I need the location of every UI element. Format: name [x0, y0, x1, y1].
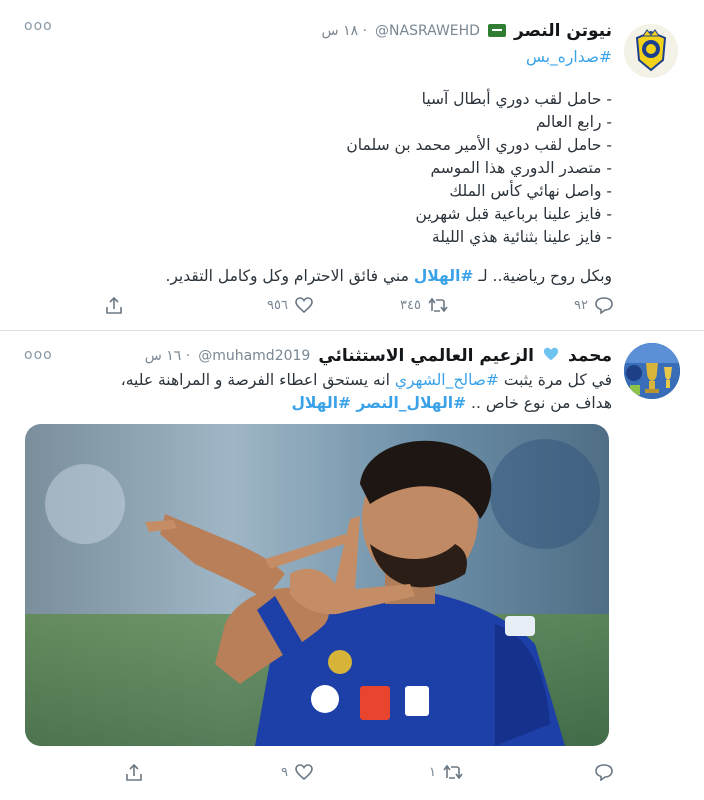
body-text: انه يستحق اعطاء الفرصة و المراهنة عليه،: [120, 371, 395, 389]
more-dots-icon[interactable]: ooo: [24, 347, 53, 363]
body-line: - متصدر الدوري هذا الموسم: [430, 159, 612, 177]
reply-icon: [594, 763, 614, 781]
reply-count: ٩٢: [574, 297, 588, 313]
closing-text: وبكل روح رياضية.. لـ: [473, 267, 612, 285]
trophy-avatar-icon: [624, 343, 680, 399]
avatar[interactable]: [624, 343, 680, 399]
tweet-body: [30, 88, 612, 249]
timestamp-text: ١٨ س: [321, 23, 359, 39]
tweet-media-photo[interactable]: [25, 424, 609, 746]
body-line: - رابع العالم: [535, 113, 612, 131]
tweet-actions: [110, 296, 614, 322]
reply-icon: [594, 296, 614, 314]
heart-badge-icon: [542, 346, 560, 366]
avatar[interactable]: [624, 24, 678, 78]
body-line: - فايز علينا بثنائية هذي الليلة: [431, 228, 612, 246]
like-icon: [294, 296, 314, 314]
reply-button[interactable]: [574, 296, 614, 314]
body-line: - فايز علينا برباعية قبل شهرين: [415, 205, 612, 223]
like-icon: [294, 763, 314, 781]
retweet-icon: [442, 763, 464, 781]
retweet-count: ١: [429, 764, 436, 780]
hashtag-link[interactable]: #صالح_الشهري: [394, 371, 499, 389]
like-count: ٩٥٦: [267, 297, 288, 313]
tweet-actions: [110, 763, 614, 789]
share-button[interactable]: [104, 296, 124, 316]
tweet-header: [70, 341, 612, 371]
author-name[interactable]: محمد: [568, 346, 612, 366]
retweet-button[interactable]: [400, 296, 449, 314]
like-count: ٩: [281, 764, 288, 780]
more-dots-icon[interactable]: ooo: [24, 18, 53, 34]
timestamp[interactable]: · ١٨ س: [321, 23, 368, 39]
closing-text: مني فائق الاحترام وكل وكامل التقدير.: [165, 267, 414, 285]
timestamp-text: ١٦ س: [144, 348, 182, 364]
timestamp[interactable]: · ١٦ س: [144, 348, 191, 364]
author-name[interactable]: نيوتن النصر: [513, 21, 612, 41]
body-line: - واصل نهائي كأس الملك: [449, 182, 612, 200]
tweet-body: [26, 369, 612, 415]
football-player-photo: [25, 424, 609, 746]
club-logo-icon: [624, 24, 678, 78]
tweet-header: [70, 16, 612, 46]
hashtag-link[interactable]: #الهلال: [413, 267, 474, 285]
retweet-icon: [427, 296, 449, 314]
body-line: [26, 392, 612, 415]
body-text: في كل مرة يثبت: [498, 371, 612, 389]
reply-button[interactable]: [594, 763, 614, 781]
tweet-closing: [30, 265, 612, 288]
hashtag-link[interactable]: #صداره_بس: [525, 48, 612, 66]
tweet-hashtag-line: [30, 46, 612, 69]
author-name-suffix[interactable]: الزعيم العالمي الاستثنائي: [318, 346, 534, 366]
like-button[interactable]: [281, 763, 314, 781]
author-handle[interactable]: @NASRAWEHD: [375, 23, 480, 39]
retweet-button[interactable]: [429, 763, 464, 781]
body-line: - حامل لقب دوري أبطال آسيا: [421, 90, 612, 108]
share-icon: [104, 296, 124, 316]
flag-icon: [488, 22, 506, 41]
hashtag-links[interactable]: #الهلال_النصر #الهلال: [291, 394, 467, 412]
like-button[interactable]: [267, 296, 314, 314]
body-line: - حامل لقب دوري الأمير محمد بن سلمان: [346, 136, 612, 154]
author-handle[interactable]: @muhamd2019: [198, 348, 311, 364]
body-text: هداف من نوع خاص ..: [466, 394, 612, 412]
retweet-count: ٣٤٥: [400, 297, 421, 313]
body-line: [26, 369, 612, 392]
share-icon: [124, 763, 144, 783]
tweet-card[interactable]: [0, 0, 704, 331]
share-button[interactable]: [124, 763, 144, 783]
